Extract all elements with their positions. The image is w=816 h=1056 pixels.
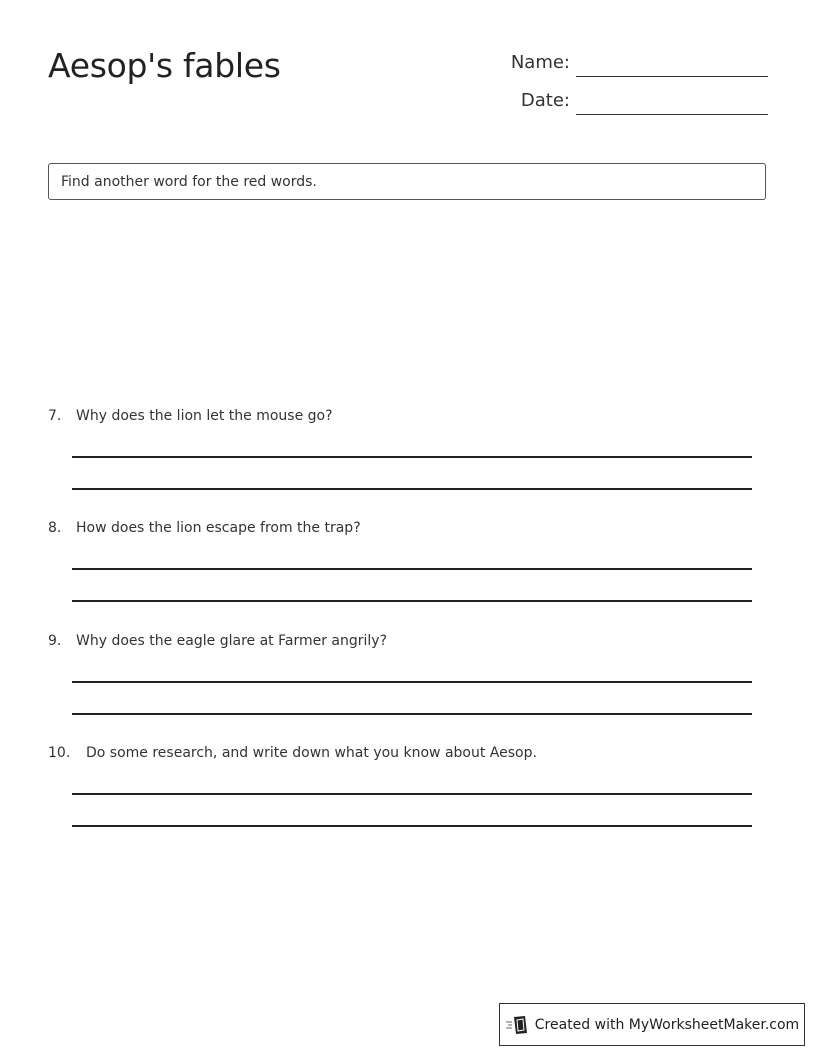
question-text: Do some research, and write down what you know about Aesop. [86, 745, 537, 761]
question-number: 9. [48, 633, 62, 649]
name-label: Name: [510, 52, 570, 73]
date-label: Date: [520, 90, 570, 111]
answer-line[interactable] [72, 600, 752, 602]
question-number: 8. [48, 520, 62, 536]
question-9 [48, 633, 387, 649]
question-7 [48, 408, 333, 424]
question-8 [48, 520, 361, 536]
answer-line[interactable] [72, 793, 752, 795]
question-number: 7. [48, 408, 62, 424]
answer-line[interactable] [72, 825, 752, 827]
question-number: 10. [48, 745, 71, 761]
question-text: Why does the eagle glare at Farmer angrily? [76, 633, 388, 649]
answer-line[interactable] [72, 681, 752, 683]
footer-text: Created with MyWorksheetMaker.com [534, 1016, 800, 1033]
question-text: Why does the lion let the mouse go? [76, 408, 333, 424]
name-field[interactable] [490, 52, 768, 73]
answer-line[interactable] [72, 568, 752, 570]
answer-line[interactable] [72, 456, 752, 458]
question-text: How does the lion escape from the trap? [76, 520, 361, 536]
worksheet-logo-icon [505, 1015, 529, 1035]
date-line[interactable] [576, 113, 768, 115]
instructions-box [48, 163, 766, 200]
footer-badge[interactable] [499, 1003, 805, 1046]
question-10 [48, 745, 537, 761]
page-title: Aesop's fables [48, 46, 281, 85]
date-field[interactable] [490, 90, 768, 111]
name-line[interactable] [576, 75, 768, 77]
answer-line[interactable] [72, 488, 752, 490]
answer-line[interactable] [72, 713, 752, 715]
instructions-text: Find another word for the red words. [61, 173, 317, 190]
